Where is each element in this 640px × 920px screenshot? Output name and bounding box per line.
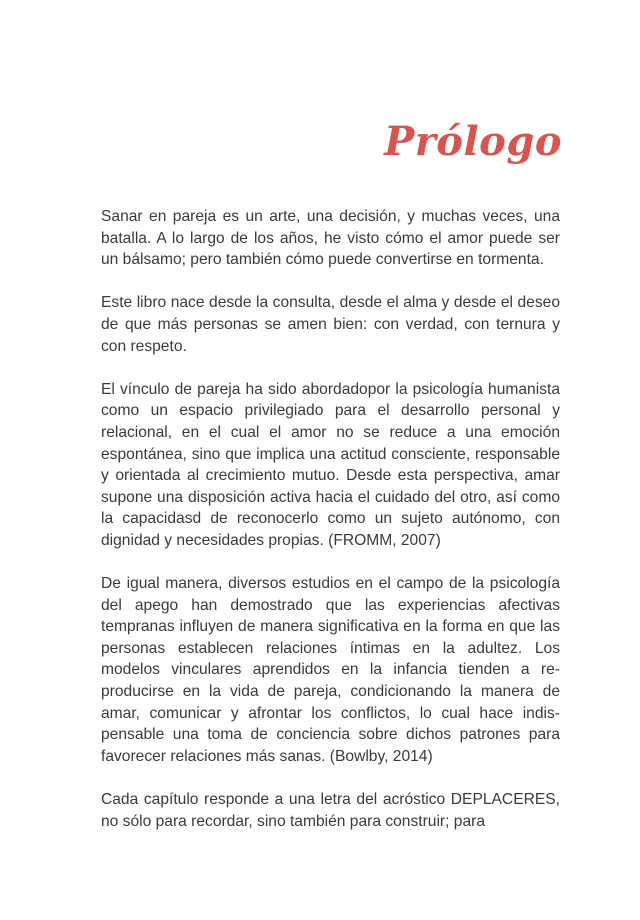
chapter-title: Prólogo [384, 118, 562, 165]
prologue-body [101, 206, 560, 854]
paragraph-4: De igual manera, diversos estudios en el campo de la psicología del apego han demostrado que las experiencias afectivas tempranas influyen de manera significativa en la forma en que las personas establecen relaciones íntimas en la adultez. Los modelos vinculares aprendidos en la infancia tienden a reproducirse en la vida de pareja, condicionando la manera de amar, comunicar y afrontar los conflictos, lo cual hace indispensable una toma de conciencia sobre dichos patrones para favorecer relaciones más sanas. (Bowlby, 2014) [101, 575, 560, 765]
paragraph-3: El vínculo de pareja ha sido abordadopor la psicología humanista como un espacio privilegiado para el desarrollo personal y relacional, en el cual el amor no se reduce a una emoción espontánea, sino que implica una actitud consciente, responsable y orientada al crecimiento mutuo. Desde esta perspectiva, amar supone una disposición activa hacia el cuidado del otro, así como la capacidasd de reconocerlo como un sujeto autónomo, con dignidad y necesidades propias. (FROMM, 2007) [101, 380, 560, 549]
paragraph-1: Sanar en pareja es un arte, una decisión, y muchas veces, una batalla. A lo largo de los años, he visto cómo el amor puede ser un bálsamo; pero también cómo puede convertirse en tormenta. [101, 208, 560, 269]
paragraph-2: Este libro nace desde la consulta, desde el alma y desde el deseo de que más personas se amen bien: con verdad, con ternura y con respeto. [101, 294, 560, 355]
paragraph-5: Cada capítulo responde a una letra del acróstico DEPLACERES, no sólo para recordar, sino también para construir; para [101, 791, 560, 830]
